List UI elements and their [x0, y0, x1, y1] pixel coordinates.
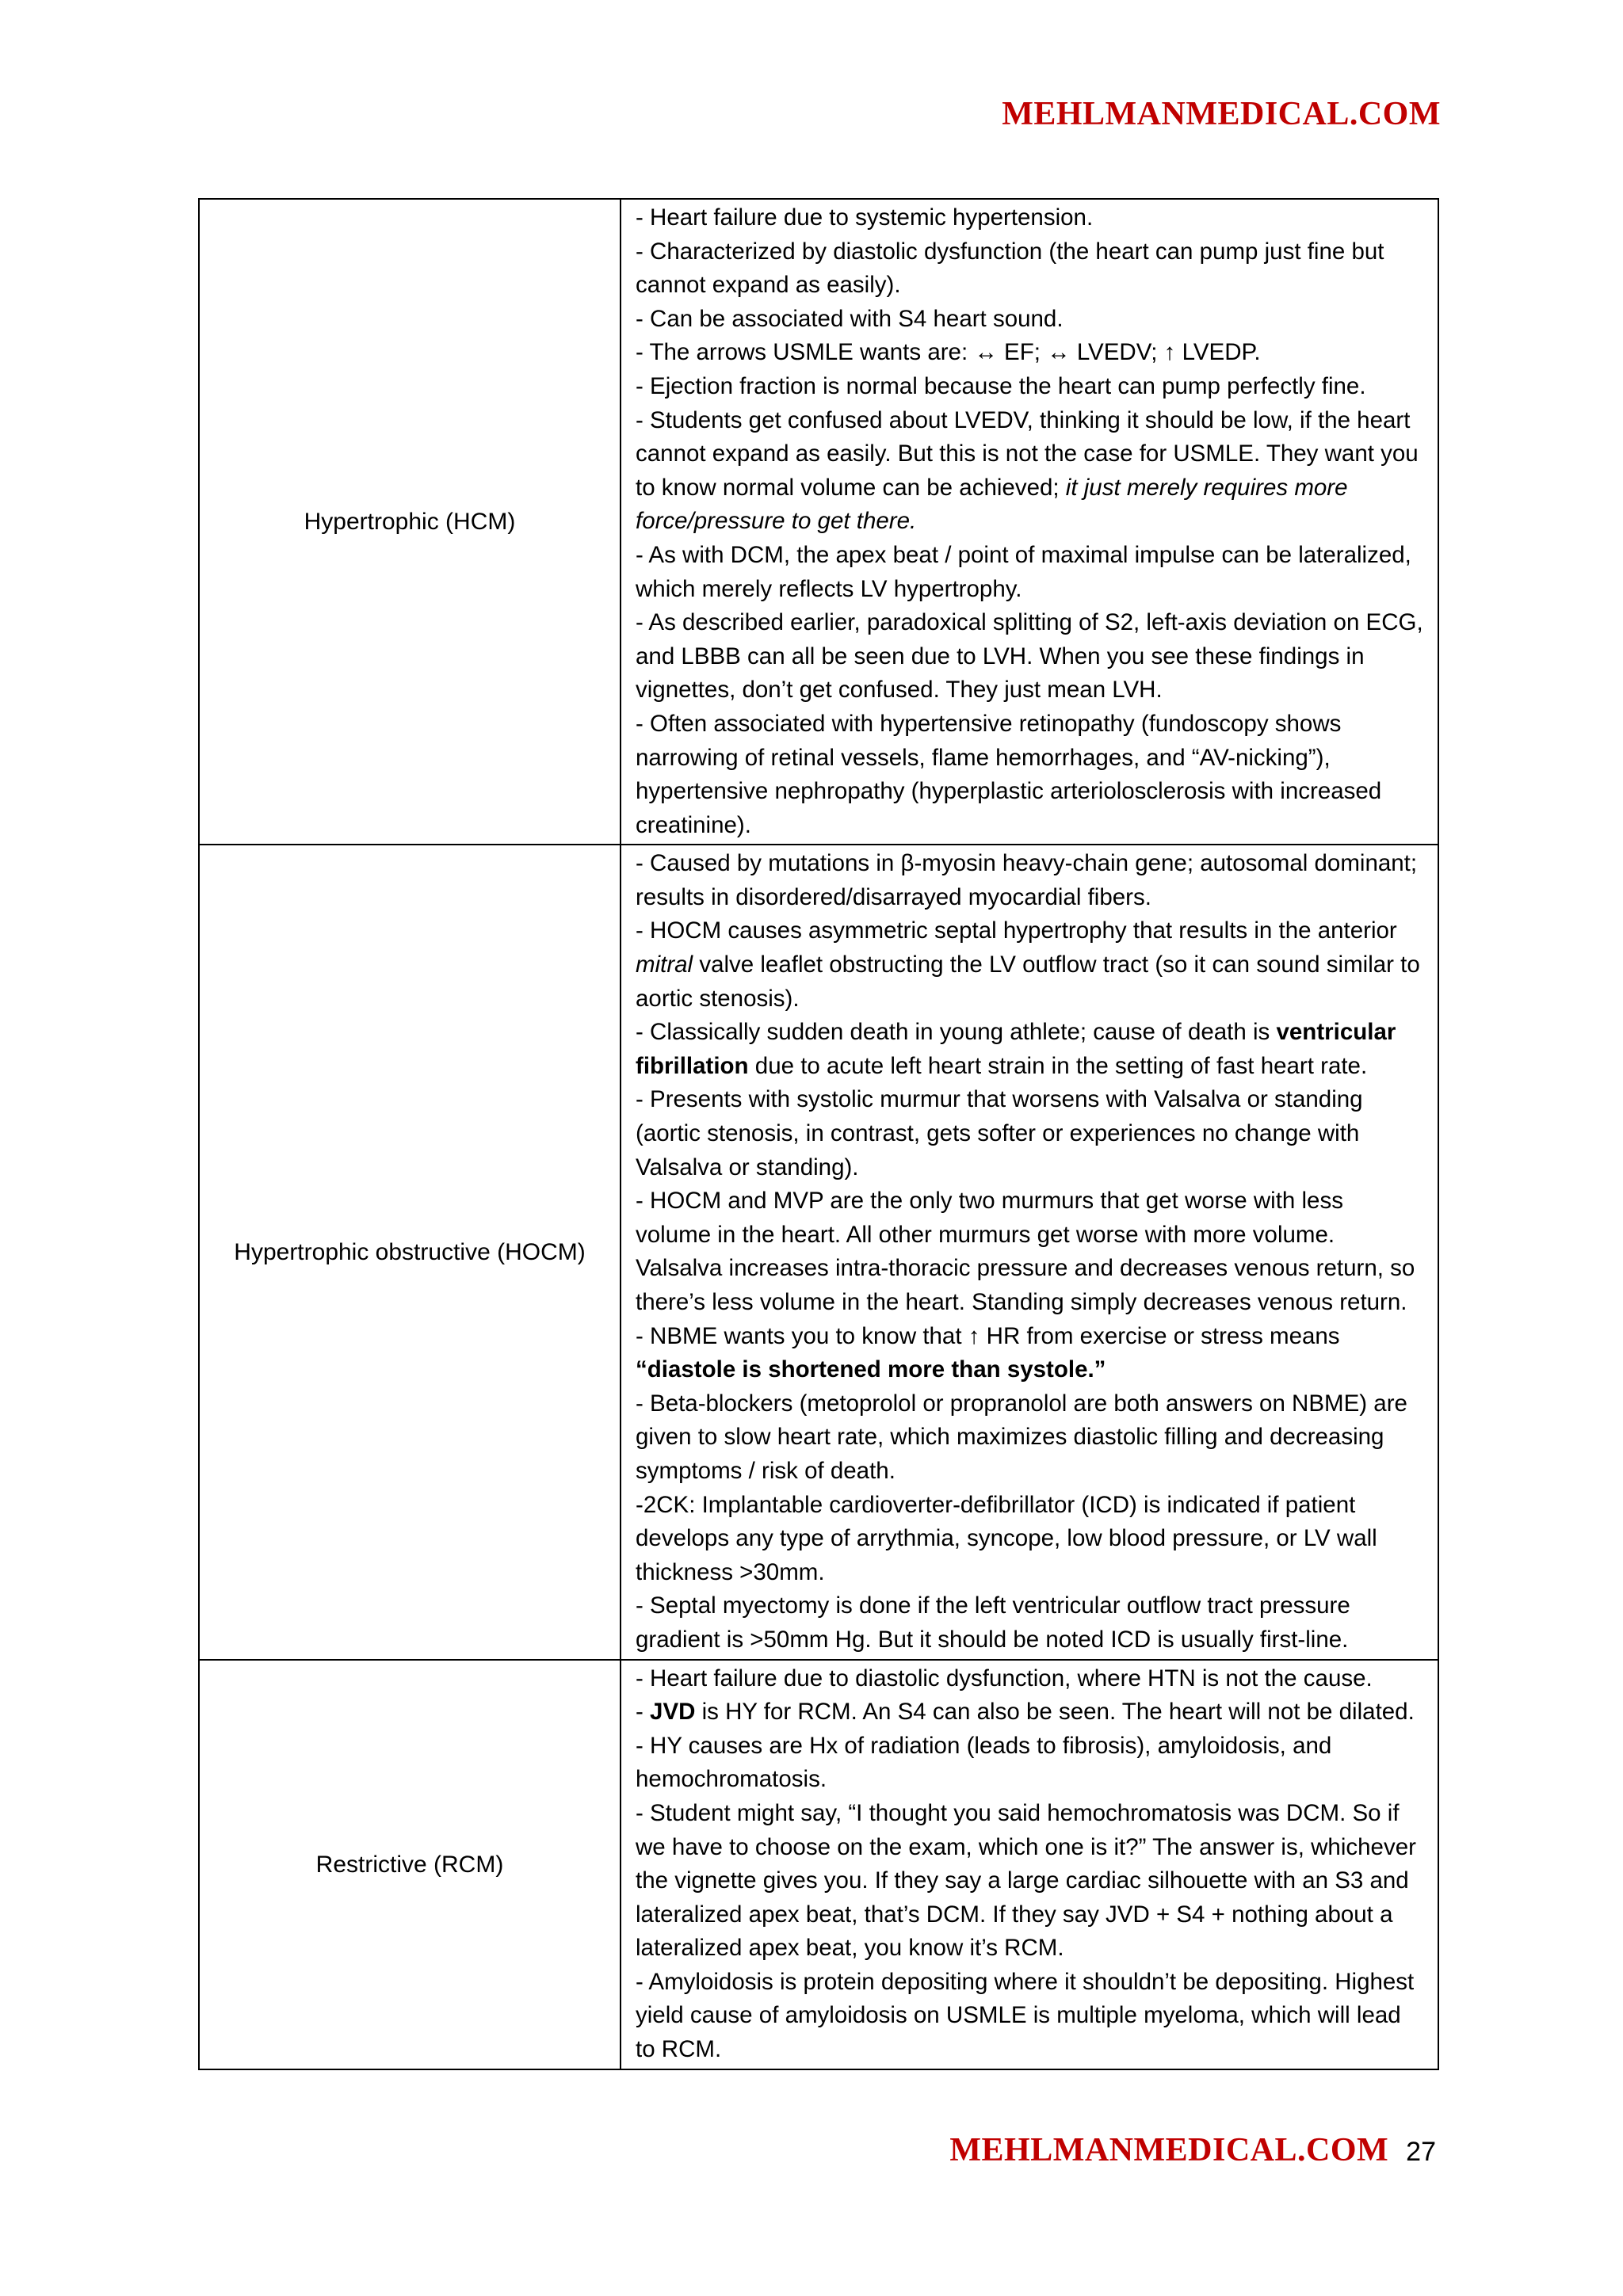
- table-row: [199, 845, 1438, 1659]
- list-item: - JVD is HY for RCM. An S4 can also be seen. The heart will not be dilated.: [636, 1699, 1415, 1726]
- list-item: - As with DCM, the apex beat / point of maximal impulse can be lateralized, which merely reflects LV hypertrophy.: [636, 541, 1411, 602]
- list-item: - HOCM causes asymmetric septal hypertrophy that results in the anterior mitral valve leaflet obstructing the LV outflow tract (so it can sound similar to aortic stenosis).: [636, 917, 1420, 1012]
- row-desc-hocm: [621, 845, 1438, 1659]
- row-term-hcm: Hypertrophic (HCM): [199, 199, 621, 845]
- page-footer: [949, 2131, 1436, 2169]
- page-number: 27: [1406, 2137, 1436, 2167]
- list-item: - Heart failure due to diastolic dysfunction, where HTN is not the cause.: [636, 1665, 1373, 1691]
- table-row: [199, 1660, 1438, 2069]
- list-item: - NBME wants you to know that ↑ HR from exercise or stress means “diastole is shortened more than systole.”: [636, 1322, 1340, 1383]
- list-item: - Heart failure due to systemic hypertension.: [636, 204, 1094, 231]
- row-term-hocm: Hypertrophic obstructive (HOCM): [199, 845, 621, 1659]
- header-brand: MEHLMANMEDICAL.COM: [1002, 96, 1441, 132]
- list-item: - As described earlier, paradoxical splitting of S2, left-axis deviation on ECG, and LBBB can all be seen due to LVH. When you see these findings in vignettes, don’t get confused. They just mean LVH.: [636, 609, 1423, 704]
- list-item: - Students get confused about LVEDV, thinking it should be low, if the heart cannot expand as easily. But this is not the case for USMLE. They want you to know normal volume can be achieved; it just merely requires more force/pressure to get there.: [636, 406, 1419, 535]
- list-item: - Septal myectomy is done if the left ventricular outflow tract pressure gradient is >50mm Hg. But it should be noted ICD is usually first-line.: [636, 1592, 1350, 1653]
- cardiomyopathy-table: [198, 198, 1439, 2070]
- list-item: - Student might say, “I thought you said hemochromatosis was DCM. So if we have to choose on the exam, which one is it?” The answer is, whichever the vignette gives you. If they say a large cardiac silhouette with an S3 and lateralized apex beat, that’s DCM. If they say JVD + S4 + nothing about a lateralized apex beat, you know it’s RCM.: [636, 1799, 1416, 1962]
- list-item: - Presents with systolic murmur that worsens with Valsalva or standing (aortic stenosis, in contrast, gets softer or experiences no change with Valsalva or standing).: [636, 1086, 1363, 1180]
- footer-brand: MEHLMANMEDICAL.COM: [949, 2132, 1389, 2168]
- table-row: [199, 199, 1438, 845]
- row-term-rcm: Restrictive (RCM): [199, 1660, 621, 2069]
- list-item: - Ejection fraction is normal because the heart can pump perfectly fine.: [636, 372, 1366, 399]
- list-item: -2CK: Implantable cardioverter-defibrillator (ICD) is indicated if patient develops any type of arrythmia, syncope, low blood pressure, or LV wall thickness >30mm.: [636, 1491, 1377, 1585]
- list-item: - Beta-blockers (metoprolol or propranolol are both answers on NBME) are given to slow heart rate, which maximizes diastolic filling and decreasing symptoms / risk of death.: [636, 1390, 1407, 1484]
- row-desc-rcm: [621, 1660, 1438, 2069]
- list-item: - HOCM and MVP are the only two murmurs that get worse with less volume in the heart. All other murmurs get worse with more volume. Valsalva increases intra-thoracic pressure and decreases venous return, so there’s less volume in the heart. Standing simply decreases venous return.: [636, 1188, 1415, 1315]
- list-item: - Characterized by diastolic dysfunction (the heart can pump just fine but cannot expand as easily).: [636, 238, 1384, 299]
- list-item: - Amyloidosis is protein depositing where it shouldn’t be depositing. Highest yield cause of amyloidosis on USMLE is multiple myeloma, which will lead to RCM.: [636, 1968, 1415, 2063]
- list-item: - Classically sudden death in young athlete; cause of death is ventricular fibrillation due to acute left heart strain in the setting of fast heart rate.: [636, 1019, 1396, 1079]
- list-item: - Can be associated with S4 heart sound.: [636, 305, 1064, 332]
- list-item: - Often associated with hypertensive retinopathy (fundoscopy shows narrowing of retinal vessels, flame hemorrhages, and “AV-nicking”), hypertensive nephropathy (hyperplastic arteriolosclerosis with increased creatinine).: [636, 710, 1382, 838]
- list-item: - HY causes are Hx of radiation (leads to fibrosis), amyloidosis, and hemochromatosis.: [636, 1732, 1332, 1793]
- list-item: - The arrows USMLE wants are: ↔ EF; ↔ LVEDV; ↑ LVEDP.: [636, 339, 1261, 366]
- row-desc-hcm: [621, 199, 1438, 845]
- list-item: - Caused by mutations in β-myosin heavy-chain gene; autosomal dominant; results in disordered/disarrayed myocardial fibers.: [636, 850, 1418, 910]
